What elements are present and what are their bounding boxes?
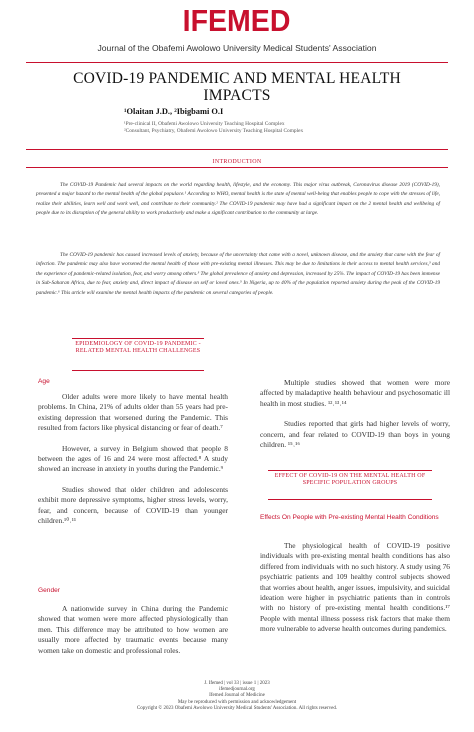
article-title-line1: COVID-19 PANDEMIC AND MENTAL HEALTH (73, 70, 401, 87)
age-paragraph-2: However, a survey in Belgium showed that people 8 between the ages of 16 and 24 were most affected.⁸ A study showed an increase in anxiety in youths during the Pandemic.⁹ (38, 443, 228, 474)
footer-copyright: Copyright © 2023 Obafemi Awolowo University Medical Students' Association. All rights reserved. (136, 705, 338, 711)
header-rule (26, 62, 448, 63)
masthead (0, 4, 474, 53)
article-title-line2: IMPACTS (203, 87, 271, 104)
article-authors: ¹Olaitan J.D., ²Ibigbami O.I (124, 107, 224, 116)
journal-logo: IFEMED (183, 3, 291, 38)
age-paragraph-3: Studies showed that older children and adolescents exhibit more depressive symptoms, higher stress levels, worry, fear, and concern, because of COVID-19 than younger children.¹⁰˒¹¹ (38, 484, 228, 526)
introduction-heading: INTRODUCTION (212, 159, 262, 165)
age-section-body (38, 392, 228, 536)
epidemiology-section-heading: EPIDEMIOLOGY OF COVID-19 PANDEMIC -RELATED MENTAL HEALTH CHALLENGES (72, 338, 204, 371)
right-paragraph-2: Studies reported that girls had higher levels of worry, concern, and fear related to COVID-19 than boys in young children. ¹⁵˒¹⁶ (260, 419, 450, 450)
effects-section-body (260, 541, 450, 645)
page-footer (0, 681, 474, 712)
age-heading: Age (38, 378, 50, 385)
gender-paragraph-1: A nationwide survey in China during the Pandemic showed that women were more affected physiologically than men. This difference may be attributed to how women are usually more affected by traumatic events because many women take on domestic and professional roles. (38, 604, 228, 655)
right-paragraph-3: The physiological health of COVID-19 positive individuals with pre-existing mental health conditions has also differed from individuals with no such history. A study using 76 psychiatric patients and 109 healthy control subjects showed that worries about health, anger issues, impulsivity, and suicidal ideation were higher in psychiatric patients than in controls with no history of pre-existing mental health conditions.¹⁷ People with mental illness possess risk factors that make them more vulnerable to adverse health outcomes during pandemics. (260, 541, 450, 634)
footer-citation: J. Ifemed | vol 33 | issue 1 | 2023 (204, 681, 270, 686)
introduction-heading-box (26, 149, 448, 168)
gender-section-body (38, 604, 228, 666)
population-groups-section-heading: EFFECT OF COVID-19 ON THE MENTAL HEALTH OF SPECIFIC POPULATION GROUPS (268, 470, 432, 500)
footer-website: ifemedjournal.org (219, 687, 255, 693)
gender-heading: Gender (38, 587, 60, 594)
right-paragraph-1: Multiple studies showed that women were more affected by maladaptive health behaviour and psychosomatic ill health in most studies. ¹²˒¹³˒¹⁴ (260, 378, 450, 408)
journal-name: Journal of the Obafemi Awolowo University Medical Students' Association (97, 43, 377, 53)
affiliation-2: ²Consultant, Psychiatry, Obafemi Awolowo University Teaching Hospital Complex (124, 128, 304, 134)
age-paragraph-1: Older adults were more likely to have mental health problems. In China, 21% of adults older than 55 years had pre-existing depression that worsened during the Pandemic. This resulted from factors like physical distancing or fear of death.⁷ (38, 392, 228, 433)
article-title (0, 70, 474, 104)
affiliation-1: ¹Pre-clinical II, Obafemi Awolowo University Teaching Hospital Complex (124, 121, 285, 127)
introduction-paragraph-1: The COVID-19 Pandemic had several impacts on the world regarding health, lifestyle, and the economy. This major virus outbreak, Coronavirus disease 2019 (COVID-19), presented a major hazard to the mental health of the global populace.¹ According to WHO, mental health is the state of mental well-being that enables people to cope with the stresses of life, realize their abilities, learn well and work well, and contribute to their community.² The COVID-19 pandemic may have had a significant impact on the 2 mental health and wellbeing of people due to its disruption of the general ability to work productively and make a significant contribution to the community at large. (36, 182, 440, 217)
effects-heading: Effects On People with Pre-existing Mental Health Conditions (260, 514, 439, 521)
introduction-paragraph-2: The COVID-19 pandemic has caused increased levels of anxiety, because of the uncertainty that came with a novel, unknown disease, and the anxiety that came with the fear of infection. The pandemic may also have worsened the mental health of those with pre-existing mental illnesses. This may be due to limitations in their access to mental health services,³ and the experience of pandemic-related isolation, fear, and worry among others.³ The global prevalence of anxiety and depression, increased by 25%. The impact of COVID-19 has been immense in Sub-Saharan Africa, due to fear, anxiety and, direct impact of disease on self or loved ones.⁵ In Nigeria, up to 40% of the population reported anxiety during the peak of the COVID-19 pandemic.⁶ This article will examine the mental health impacts of the pandemic on several categories of people. (36, 252, 440, 296)
footer-permission: May be reproduced with permission and acknowledgement (177, 699, 297, 705)
footer-journal: Ifemed Journal of Medicine (209, 693, 265, 699)
right-column-top (260, 378, 450, 460)
